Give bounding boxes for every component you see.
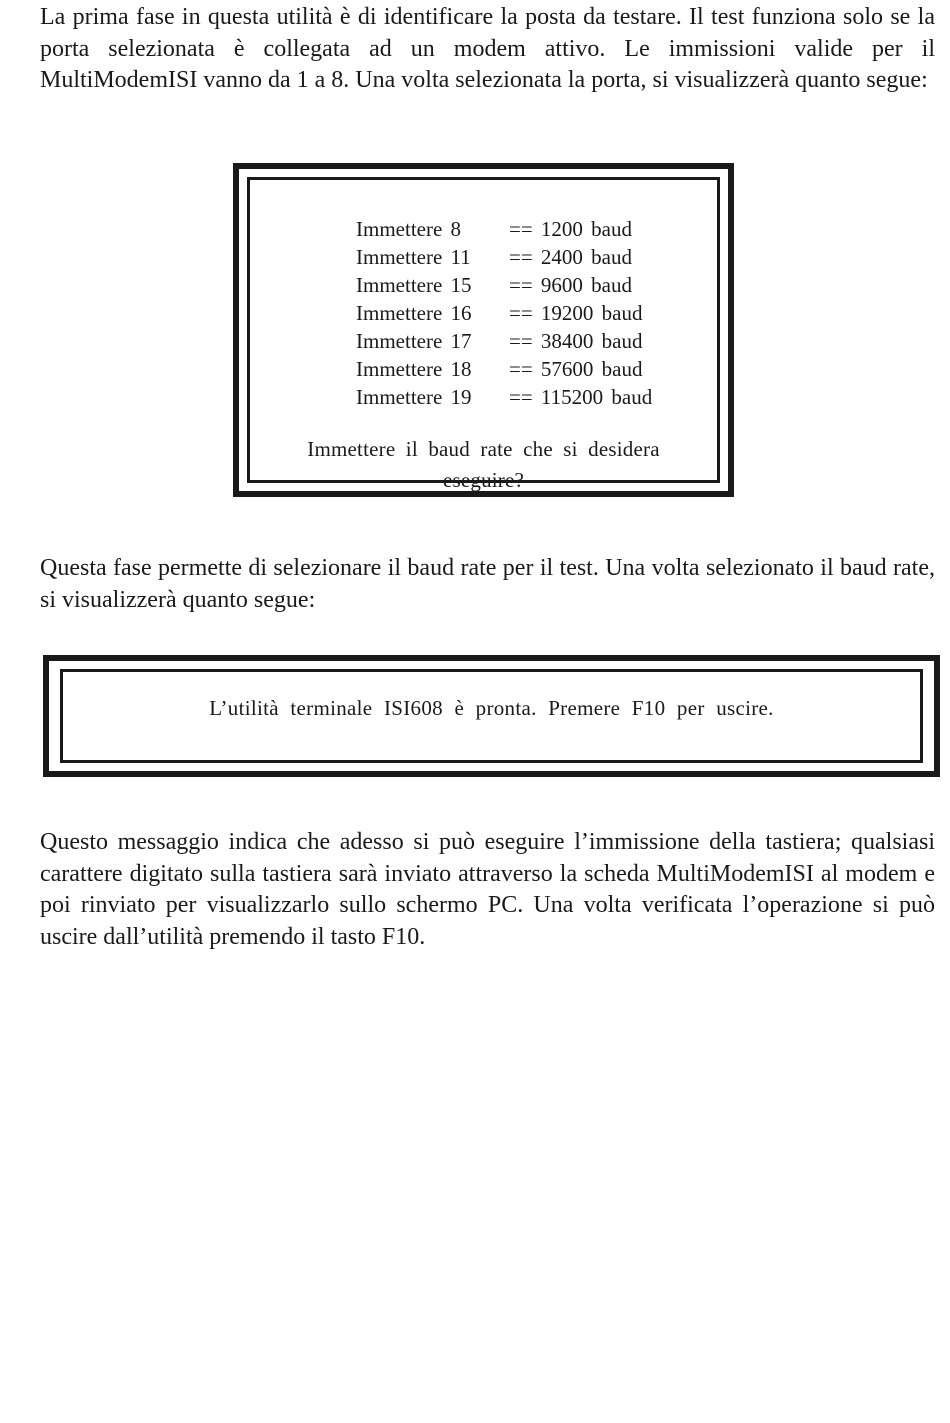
baud-rate-prompt-line: Immettere il baud rate che si desidera [307,437,660,461]
baud-option-label: Immettere 15 [356,273,472,297]
baud-rate-prompt-line: eseguire? [442,468,525,492]
baud-option-row [356,355,652,383]
baud-option-value: == 38400 baud [509,329,643,353]
baud-option-row [356,299,652,327]
baud-option-label: Immettere 16 [356,301,472,325]
baud-option-row [356,327,652,355]
intro-paragraph: La prima fase in questa utilità è di identificare la posta da testare. Il test funziona solo se la porta selezionata è collegata ad un modem attivo. Le immissioni valide per il MultiModemISI vanno da 1 a 8. Una volta selezionata la porta, si visualizzerà quanto segue: [40,4,935,93]
baud-option-value: == 57600 baud [509,357,643,381]
baud-option-label: Immettere 18 [356,357,472,381]
terminal-ready-message: L’utilità terminale ISI608 è pronta. Premere F10 per uscire. [209,696,774,720]
baud-option-value: == 1200 baud [509,217,633,241]
baud-rate-list [356,215,652,411]
baud-option-value: == 19200 baud [509,301,643,325]
baud-option-label: Immettere 17 [356,329,472,353]
baud-option-row [356,243,652,271]
baud-rate-screen [233,163,734,497]
baud-step-paragraph: Questa fase permette di selezionare il baud rate per il test. Una volta selezionato il baud rate, si visualizzerà quanto segue: [40,555,935,613]
baud-option-value: == 9600 baud [509,273,633,297]
baud-option-value: == 115200 baud [509,385,653,409]
terminal-ready-screen [43,655,940,777]
baud-rate-screen-inner-frame [247,177,720,492]
baud-option-row [356,383,652,411]
message-paragraph: Questo messaggio indica che adesso si può eseguire l’immissione della tastiera; qualsiasi carattere digitato sulla tastiera sarà inviato attraverso la scheda MultiModemISI al modem e poi rinviato per visualizzarlo sullo schermo PC. Una volta verificata l’operazione si può uscire dall’utilità premendo il tasto F10. [40,829,935,950]
baud-rate-prompt [250,434,717,496]
terminal-ready-screen-inner-frame [60,669,923,763]
baud-option-label: Immettere 8 [356,217,462,241]
baud-option-value: == 2400 baud [509,245,633,269]
baud-option-row [356,271,652,299]
baud-option-label: Immettere 11 [356,245,471,269]
baud-option-row [356,215,652,243]
baud-option-label: Immettere 19 [356,385,472,409]
